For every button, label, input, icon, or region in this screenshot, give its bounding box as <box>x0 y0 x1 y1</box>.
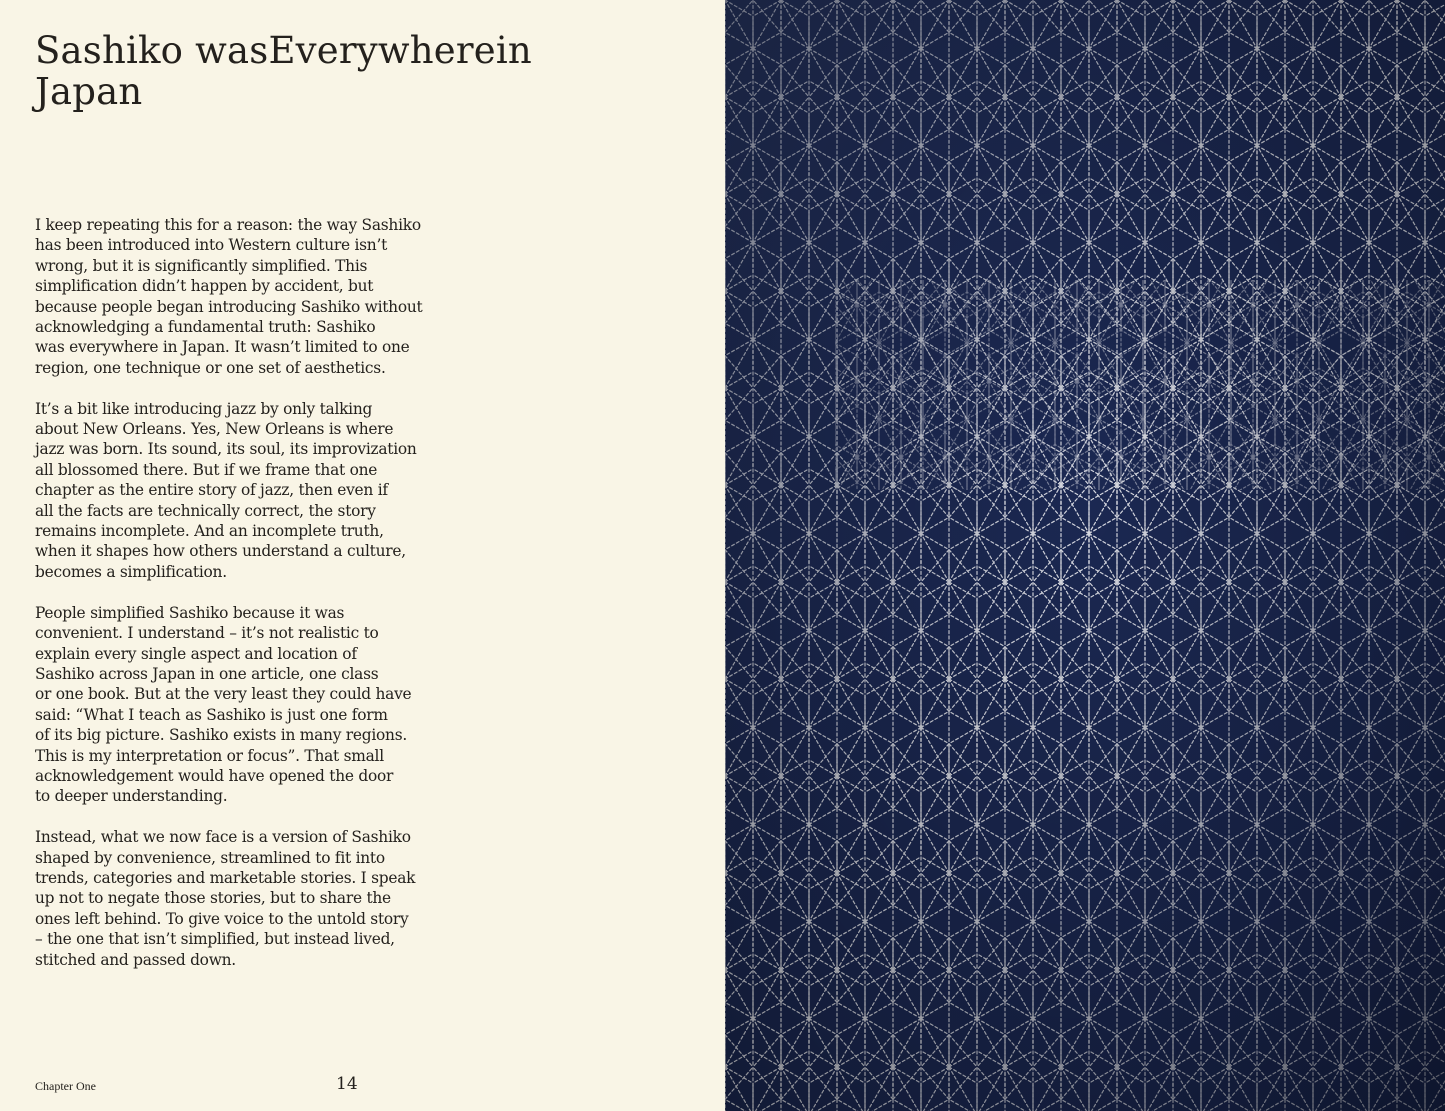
sashiko-photo <box>725 0 1445 1111</box>
body-line: simplification didn’t happen by accident, but <box>35 277 374 296</box>
body-line: jazz was born. Its sound, its soul, its improvization <box>35 440 417 459</box>
body-line: has been introduced into Western culture isn’t <box>35 236 388 255</box>
body-line: explain every single aspect and location of <box>35 644 357 663</box>
body-line: ones left behind. To give voice to the untold story <box>35 909 409 928</box>
body-line: becomes a simplification. <box>35 562 227 581</box>
body-line: chapter as the entire story of jazz, then even if <box>35 481 388 500</box>
body-line: up not to negate those stories, but to share the <box>35 889 391 908</box>
body-line: or one book. But at the very least they could have <box>35 685 412 704</box>
body-line: It’s a bit like introducing jazz by only talking <box>35 399 373 418</box>
chapter-title <box>35 30 635 112</box>
body-paragraph <box>35 603 495 807</box>
page-number: 14 <box>336 1074 358 1094</box>
title-line: in Japan <box>35 29 532 113</box>
body-line: convenient. I understand – it’s not realistic to <box>35 624 379 643</box>
body-text <box>35 215 495 990</box>
body-line: This is my interpretation or focus”. That small <box>35 746 384 765</box>
body-line: when it shapes how others understand a culture, <box>35 542 406 561</box>
body-line: about New Orleans. Yes, New Orleans is where <box>35 420 394 439</box>
body-line: all the facts are technically correct, the story <box>35 501 376 520</box>
body-line: wrong, but it is significantly simplified. This <box>35 256 368 275</box>
body-paragraph <box>35 827 495 970</box>
body-line: stitched and passed down. <box>35 950 236 969</box>
title-line: Everywhere <box>268 29 496 72</box>
body-line: Instead, what we now face is a version of Sashiko <box>35 828 411 847</box>
body-line: was everywhere in Japan. It wasn’t limited to one <box>35 338 410 357</box>
body-line: remains incomplete. And an incomplete truth, <box>35 522 384 541</box>
title-line: Sashiko was <box>35 29 269 72</box>
body-line: Sashiko across Japan in one article, one class <box>35 664 379 683</box>
running-footer-section: Chapter One <box>35 1079 96 1093</box>
body-line: acknowledging a fundamental truth: Sashiko <box>35 318 376 337</box>
body-line: acknowledgement would have opened the door <box>35 766 394 785</box>
body-line: of its big picture. Sashiko exists in many regions. <box>35 726 407 745</box>
body-line: trends, categories and marketable stories. I speak <box>35 868 416 887</box>
body-line: – the one that isn’t simplified, but instead lived, <box>35 930 395 949</box>
body-line: shaped by convenience, streamlined to fit into <box>35 848 385 867</box>
body-line: I keep repeating this for a reason: the way Sashiko <box>35 216 421 234</box>
body-line: People simplified Sashiko because it was <box>35 603 345 622</box>
body-line: said: “What I teach as Sashiko is just one form <box>35 705 388 724</box>
body-paragraph <box>35 215 495 378</box>
body-line: because people began introducing Sashiko without <box>35 297 423 316</box>
body-line: all blossomed there. But if we frame that one <box>35 460 378 479</box>
body-line: to deeper understanding. <box>35 787 228 806</box>
body-paragraph <box>35 399 495 583</box>
body-line: region, one technique or one set of aesthetics. <box>35 358 386 377</box>
asanoha-pattern-image <box>725 0 1445 1111</box>
